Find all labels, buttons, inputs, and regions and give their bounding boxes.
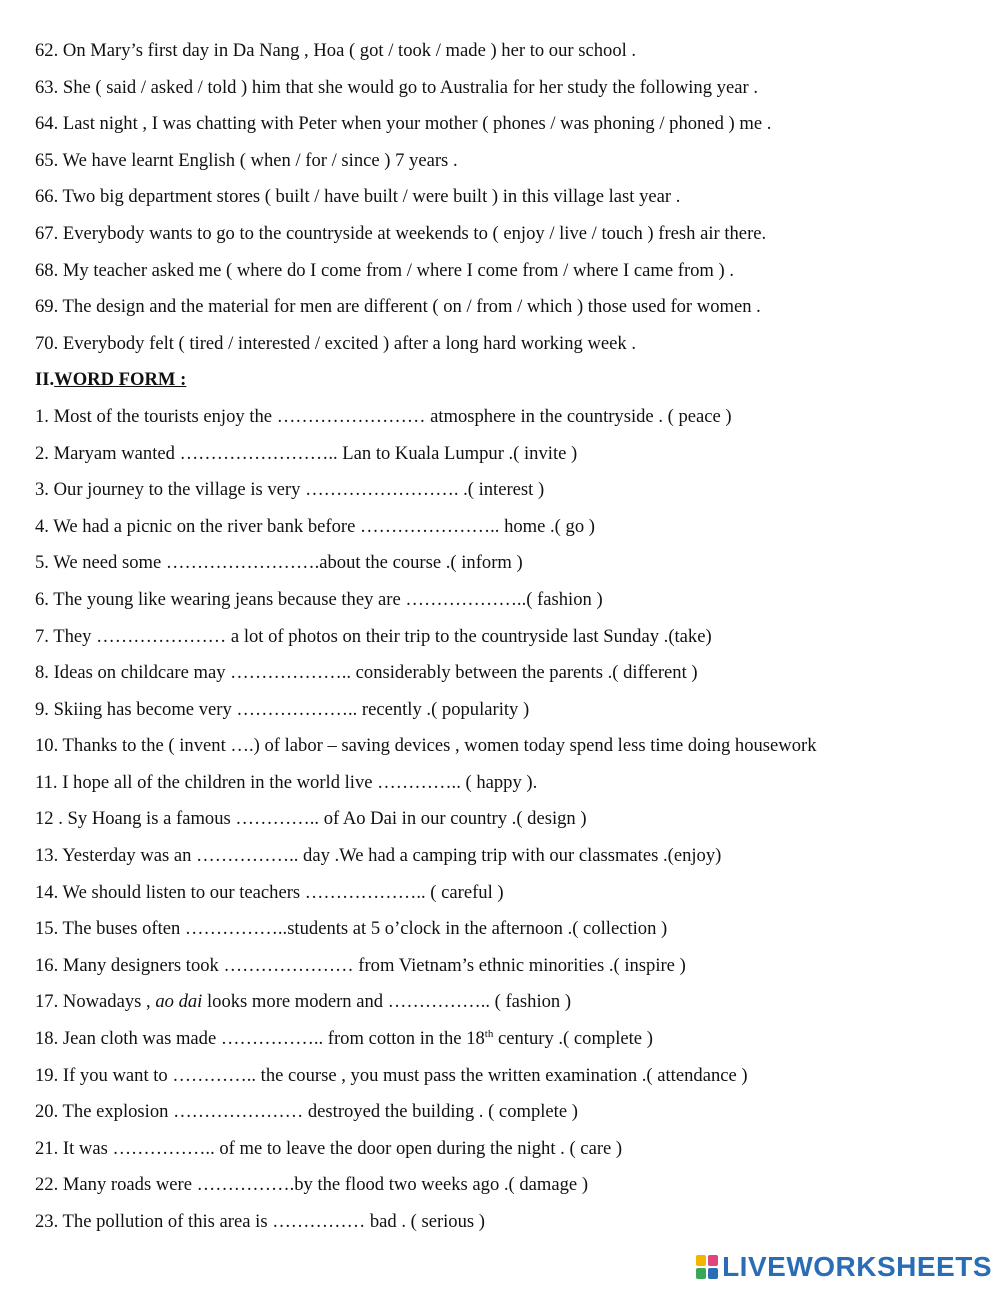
logo-square-yellow: [696, 1255, 706, 1266]
exercise-line: 65. We have learnt English ( when / for / since ) 7 years .: [35, 149, 458, 171]
logo-square-pink: [708, 1255, 718, 1266]
brand-name: LIVEWORKSHEETS: [722, 1251, 992, 1282]
exercise-line: 10. Thanks to the ( invent ….) of labor – saving devices , women today spend less time doing housework: [35, 735, 817, 757]
exercise-line: 8. Ideas on childcare may ……………….. considerably between the parents .( different ): [35, 662, 698, 684]
exercise-line: 64. Last night , I was chatting with Peter when your mother ( phones / was phoning / phoned ) me .: [35, 113, 772, 135]
exercise-line: 9. Skiing has become very ……………….. recently .( popularity ): [35, 698, 530, 720]
exercise-line: 63. She ( said / asked / told ) him that she would go to Australia for her study the following year .: [35, 76, 758, 98]
word-form-section: [35, 399, 985, 985]
exercise-line: 70. Everybody felt ( tired / interested / excited ) after a long hard working week .: [35, 332, 636, 354]
exercise-line: 3. Our journey to the village is very ……………………. .( interest ): [35, 479, 545, 501]
word-form-section-end: [35, 1058, 985, 1241]
logo-square-green: [696, 1268, 706, 1279]
liveworksheets-logo-icon: [696, 1255, 718, 1279]
exercise-line: 68. My teacher asked me ( where do I come from / where I come from / where I came from ) .: [35, 259, 735, 281]
exercise-line: 67. Everybody wants to go to the countryside at weekends to ( enjoy / live / touch ) fresh air there.: [35, 222, 767, 244]
section-heading: [35, 362, 985, 399]
exercise-line: 20. The explosion ………………… destroyed the building . ( complete ): [35, 1101, 578, 1123]
exercise-line: 66. Two big department stores ( built / have built / were built ) in this village last year .: [35, 186, 681, 208]
multiple-choice-section: [35, 33, 985, 362]
ordinal-suffix: th: [484, 1027, 494, 1040]
exercise-line-17: 17. Nowadays , ao dai looks more modern and …………….. ( fashion ): [35, 991, 572, 1013]
exercise-line: 1. Most of the tourists enjoy the …………………… atmosphere in the countryside . ( peace ): [35, 405, 732, 427]
exercise-line: 5. We need some …………………….about the course .( inform ): [35, 552, 523, 574]
section-title: WORD FORM :: [54, 369, 187, 391]
exercise-line: 12 . Sy Hoang is a famous ………….. of Ao Dai in our country .( design ): [35, 808, 587, 830]
exercise-line: 4. We had a picnic on the river bank before ………………….. home .( go ): [35, 515, 595, 537]
exercise-line: 19. If you want to ………….. the course , you must pass the written examination .( attendance ): [35, 1064, 748, 1086]
exercise-line: 11. I hope all of the children in the world live ………….. ( happy ).: [35, 771, 538, 793]
exercise-line: 62. On Mary’s first day in Da Nang , Hoa ( got / took / made ) her to our school .: [35, 40, 637, 61]
exercise-line: 23. The pollution of this area is …………… bad . ( serious ): [35, 1211, 485, 1232]
exercise-line: 69. The design and the material for men are different ( on / from / which ) those used for women .: [35, 296, 761, 318]
exercise-line: 21. It was …………….. of me to leave the door open during the night . ( care ): [35, 1137, 623, 1159]
exercise-line: 14. We should listen to our teachers ……………….. ( careful ): [35, 881, 504, 903]
exercise-line: 22. Many roads were …………….by the flood two weeks ago .( damage ): [35, 1174, 589, 1196]
exercise-line: 2. Maryam wanted …………………….. Lan to Kuala Lumpur .( invite ): [35, 442, 578, 464]
exercise-line: 13. Yesterday was an …………….. day .We had a camping trip with our classmates .(enjoy): [35, 845, 722, 867]
exercise-line: 6. The young like wearing jeans because they are ………………..( fashion ): [35, 588, 603, 610]
liveworksheets-brand[interactable]: [696, 1251, 992, 1283]
exercise-line: 15. The buses often ……………..students at 5 o’clock in the afternoon .( collection ): [35, 918, 668, 940]
exercise-line-18: 18. Jean cloth was made …………….. from cotton in the 18th century .( complete ): [35, 1027, 653, 1050]
italic-term: ao dai: [155, 991, 203, 1013]
section-number: II.: [35, 369, 55, 391]
exercise-line: 16. Many designers took ………………… from Vietnam’s ethnic minorities .( inspire ): [35, 954, 686, 976]
logo-square-blue: [708, 1268, 718, 1279]
worksheet: [35, 33, 985, 1241]
exercise-line: 7. They ………………… a lot of photos on their trip to the countryside last Sunday .(take): [35, 625, 712, 647]
